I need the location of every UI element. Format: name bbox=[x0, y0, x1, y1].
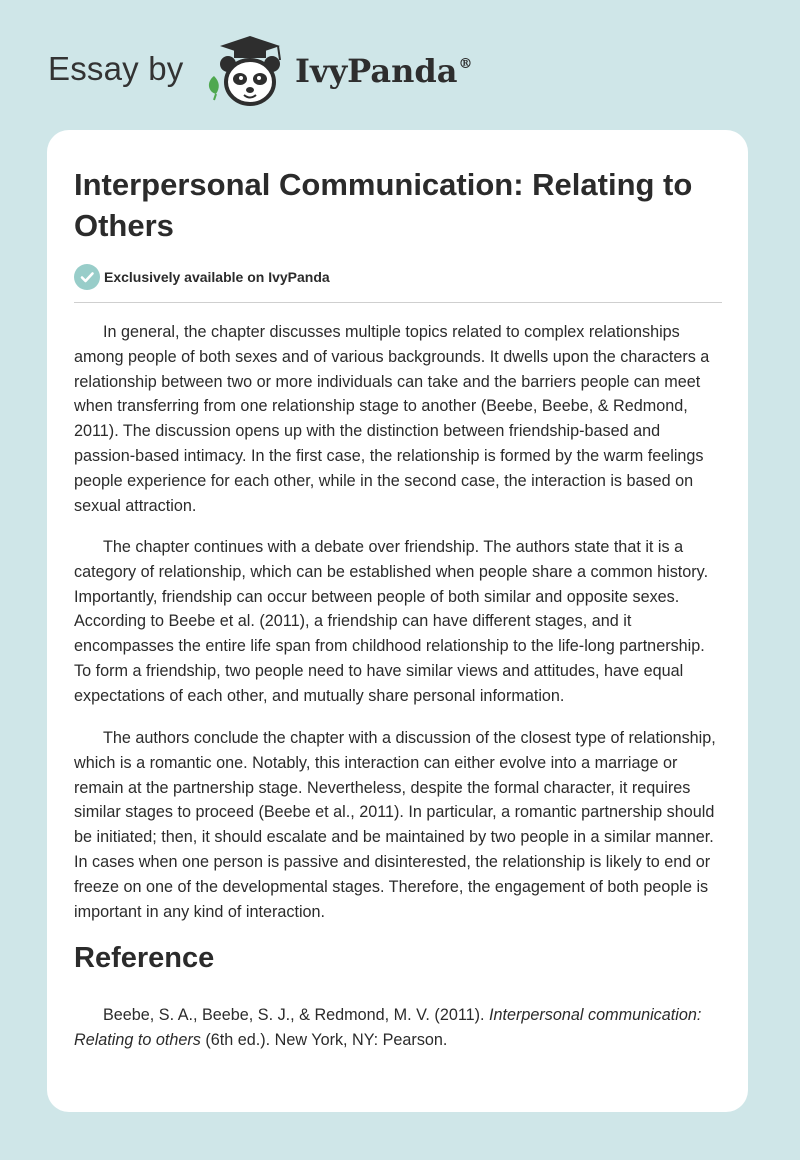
badge-label: Exclusively available on IvyPanda bbox=[104, 269, 330, 285]
reference-entry bbox=[74, 1003, 726, 1053]
reference-authors: Beebe, S. A., Beebe, S. J., & Redmond, M. V. (2011). bbox=[103, 1006, 490, 1024]
essay-card bbox=[47, 130, 748, 1112]
essay-by-label: Essay by bbox=[48, 50, 184, 87]
ivypanda-logo-icon[interactable] bbox=[200, 32, 292, 112]
paragraph-1: In general, the chapter discusses multiple topics related to complex relationships among people of both sexes and of various backgrounds. It dwells upon the characters a relationship between two or more individuals can take and the barriers people can meet when transferring from one relationship stage to another (Beebe, Beebe, & Redmond, 2011). The discussion opens up with the distinction between friendship-based and passion-based intimacy. In the first case, the relationship is formed by the warm feelings people experience for each other, while in the second case, the interaction is based on sexual attraction. bbox=[74, 323, 710, 515]
paragraph-2: The chapter continues with a debate over friendship. The authors state that it is a category of relationship, which can be established when people share a common history. Importantly, friendship can occur between people of both similar and opposite sexes. According to Beebe et al. (2011), a friendship can have different stages, and it encompasses the entire life span from childhood relationship to the life-long partnership. To form a friendship, two people need to have similar views and attitudes, have equal expectations of each other, and mutually share personal information. bbox=[74, 538, 709, 705]
reference-book-title: Interpersonal communication: Relating to others bbox=[74, 1006, 702, 1049]
reference-heading: Reference bbox=[74, 942, 215, 974]
brand-text: IvyPanda bbox=[295, 52, 458, 90]
divider bbox=[74, 302, 722, 303]
check-icon bbox=[74, 264, 100, 290]
page-title: Interpersonal Communication: Relating to Others bbox=[74, 167, 693, 243]
paragraph-3: The authors conclude the chapter with a discussion of the closest type of relationship, which is a romantic one. Notably, this interaction can either evolve into a marriage or remain at the partnership stage. Nevertheless, despite the formal character, it requires similar stages to proceed (Beebe et al., 2011). In particular, a romantic partnership should be initiated; then, it should escalate and be maintained by two people in a similar manner. In cases when one person is passive and disinterested, the relationship is likely to end or freeze on one of the developmental stages. Therefore, the engagement of both people is important in any kind of interaction. bbox=[74, 729, 716, 921]
brand-name[interactable] bbox=[295, 52, 472, 90]
reference-publisher: (6th ed.). New York, NY: Pearson. bbox=[200, 1030, 448, 1049]
registered-mark: ® bbox=[458, 56, 473, 72]
site-header bbox=[0, 0, 800, 120]
